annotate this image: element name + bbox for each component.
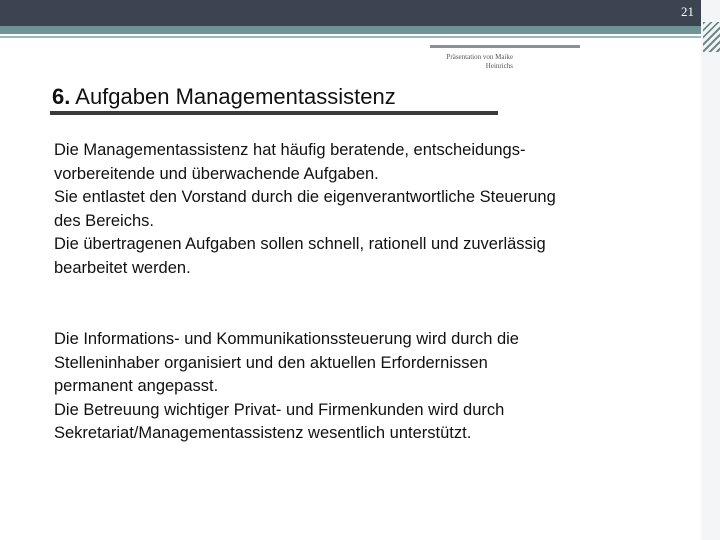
header-bar	[0, 0, 701, 26]
body-line: Sie entlastet den Vorstand durch die eigenverantwortliche Steuerung	[54, 188, 556, 206]
page-number: 21	[681, 4, 694, 19]
body-line: Die Managementassistenz hat häufig beratende, entscheidungs-	[54, 141, 526, 159]
body-line: permanent angepasst.	[54, 377, 219, 395]
presenter-credit-line-1: Präsentation von Maike	[446, 53, 513, 61]
body-block-2	[54, 328, 694, 446]
title-text: Aufgaben Managementassistenz	[75, 84, 396, 109]
body-line: vorbereitende und überwachende Aufgaben.	[54, 164, 379, 183]
body-line: bearbeitet werden.	[54, 258, 191, 277]
title-underline	[50, 111, 498, 115]
presenter-credit	[428, 53, 513, 71]
body-line: des Bereichs.	[54, 211, 154, 230]
presenter-credit-line-2: Heinrichs	[485, 62, 513, 70]
header-accent-band	[0, 26, 701, 34]
right-margin-column	[701, 0, 720, 540]
body-line: Stelleninhaber organisiert und den aktuellen Erfordernissen	[54, 353, 488, 372]
body-line: Die übertragenen Aufgaben sollen schnell, rationell und zuverlässig	[54, 235, 546, 253]
decorative-stripes	[703, 22, 720, 52]
body-block-1	[54, 139, 694, 280]
body-line: Die Informations- und Kommunikationssteuerung wird durch die	[54, 330, 519, 348]
header-accent-line	[0, 36, 701, 38]
body-line: Die Betreuung wichtiger Privat- und Firmenkunden wird durch	[54, 400, 505, 419]
title-number: 6.	[52, 84, 71, 109]
presenter-divider	[430, 45, 580, 48]
body-line: Sekretariat/Managementassistenz wesentlich unterstützt.	[54, 424, 472, 442]
slide-title	[52, 84, 396, 110]
